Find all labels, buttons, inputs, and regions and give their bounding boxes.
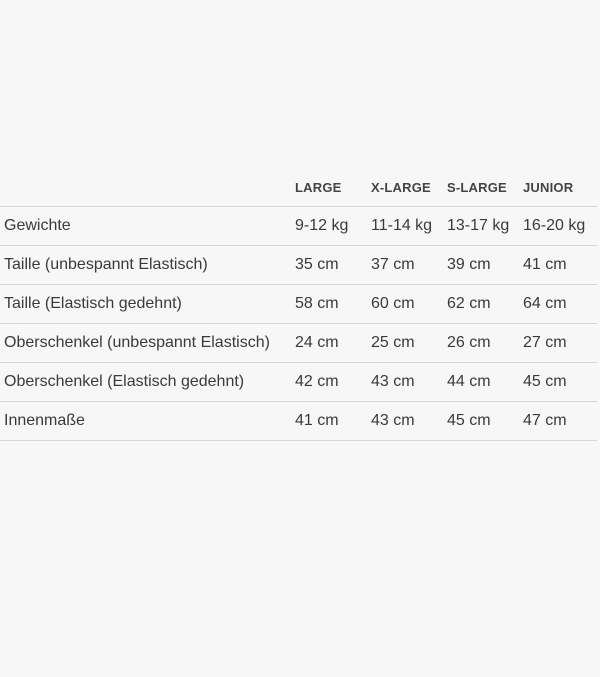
cell-junior: 41 cm	[519, 246, 597, 285]
cell-x-large: 25 cm	[367, 324, 443, 363]
cell-x-large: 37 cm	[367, 246, 443, 285]
cell-large: 24 cm	[291, 324, 367, 363]
cell-s-large: 62 cm	[443, 285, 519, 324]
cell-s-large: 26 cm	[443, 324, 519, 363]
row-label: Innenmaße	[0, 402, 291, 441]
cell-s-large: 13-17 kg	[443, 207, 519, 246]
table-row-oberschenkel-gedehnt	[0, 363, 597, 402]
cell-s-large: 45 cm	[443, 402, 519, 441]
cell-s-large: 39 cm	[443, 246, 519, 285]
header-empty-cell	[0, 168, 291, 207]
size-chart-table	[0, 168, 597, 441]
cell-s-large: 44 cm	[443, 363, 519, 402]
header-junior: JUNIOR	[519, 168, 597, 207]
row-label: Taille (unbespannt Elastisch)	[0, 246, 291, 285]
cell-large: 58 cm	[291, 285, 367, 324]
cell-large: 42 cm	[291, 363, 367, 402]
cell-x-large: 11-14 kg	[367, 207, 443, 246]
cell-x-large: 60 cm	[367, 285, 443, 324]
header-s-large: S-LARGE	[443, 168, 519, 207]
header-x-large: X-LARGE	[367, 168, 443, 207]
header-large: LARGE	[291, 168, 367, 207]
table-row-taille-unbespannt	[0, 246, 597, 285]
cell-x-large: 43 cm	[367, 402, 443, 441]
row-label: Taille (Elastisch gedehnt)	[0, 285, 291, 324]
cell-large: 35 cm	[291, 246, 367, 285]
cell-x-large: 43 cm	[367, 363, 443, 402]
row-label: Gewichte	[0, 207, 291, 246]
table-row-innenmasse	[0, 402, 597, 441]
table-row-taille-gedehnt	[0, 285, 597, 324]
row-label: Oberschenkel (Elastisch gedehnt)	[0, 363, 291, 402]
table-row-oberschenkel-unbespannt	[0, 324, 597, 363]
row-label: Oberschenkel (unbespannt Elastisch)	[0, 324, 291, 363]
cell-large: 9-12 kg	[291, 207, 367, 246]
cell-junior: 27 cm	[519, 324, 597, 363]
cell-junior: 47 cm	[519, 402, 597, 441]
cell-large: 41 cm	[291, 402, 367, 441]
table-row-gewichte	[0, 207, 597, 246]
table-header-row	[0, 168, 597, 207]
cell-junior: 16-20 kg	[519, 207, 597, 246]
cell-junior: 64 cm	[519, 285, 597, 324]
cell-junior: 45 cm	[519, 363, 597, 402]
